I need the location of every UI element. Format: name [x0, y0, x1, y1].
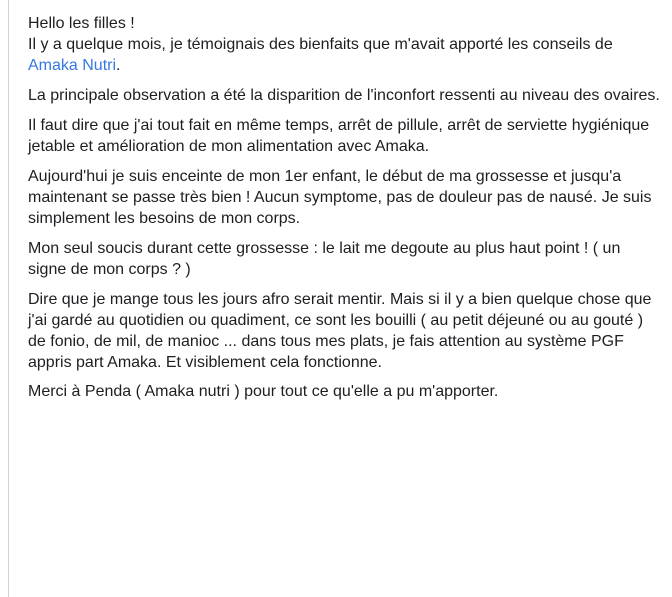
paragraph-milk: Mon seul soucis durant cette grossesse : le lait me degoute au plus haut point ! ( un signe de mon corps ? )	[28, 240, 621, 278]
greeting-line: Hello les filles !	[28, 15, 135, 32]
paragraph-observation: La principale observation a été la disparition de l'inconfort ressenti au niveau des ovaires.	[28, 87, 660, 104]
amaka-nutri-link[interactable]: Amaka Nutri	[28, 57, 117, 74]
paragraph-pregnancy: Aujourd'hui je suis enceinte de mon 1er enfant, le début de ma grossesse et jusqu'a maintenant se passe très bien ! Aucun symptome, pas de douleur pas de nausé. Je suis simplement les besoins de mon corps.	[28, 168, 652, 227]
intro-text: Il y a quelque mois, je témoignais des bienfaits que m'avait apporté les conseils de	[28, 36, 613, 53]
paragraph-diet: Dire que je mange tous les jours afro serait mentir. Mais si il y a bien quelque chose que j'ai gardé au quotidien ou quadiment, ce sont les bouilli ( au petit déjeuné ou au gouté ) de fonio, de mil, de manioc ... dans tous mes plats, je fais attention au système PGF appris part Amaka. Et visiblement cela fonctionne.	[28, 291, 652, 371]
intro-period: .	[116, 57, 121, 74]
paragraph-greeting	[28, 13, 660, 76]
paragraph-changes: Il faut dire que j'ai tout fait en même temps, arrêt de pillule, arrêt de serviette hygiénique jetable et amélioration de mon alimentation avec Amaka.	[28, 117, 650, 155]
paragraph-thanks: Merci à Penda ( Amaka nutri ) pour tout ce qu'elle a pu m'apporter.	[28, 383, 499, 400]
post-body	[28, 13, 660, 411]
left-divider	[8, 0, 9, 597]
